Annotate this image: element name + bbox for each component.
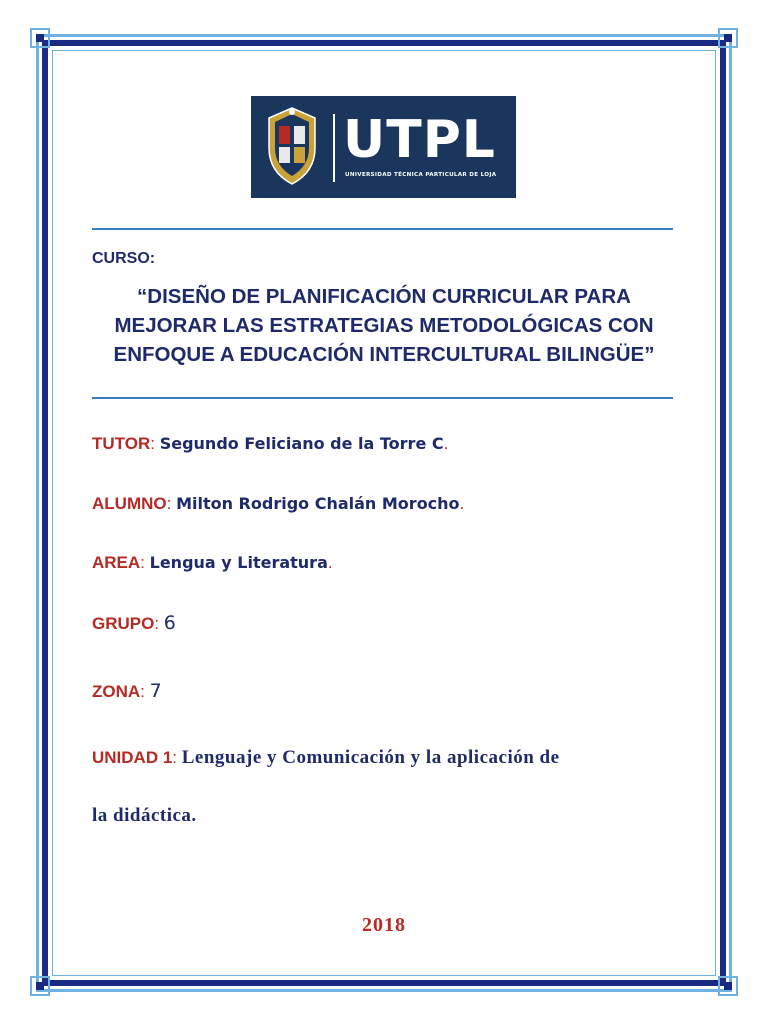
student-label: ALUMNO [92, 494, 167, 513]
zone-field [92, 680, 162, 702]
unit-field [92, 747, 560, 769]
corner-ornament-icon [29, 27, 51, 49]
unit-label: UNIDAD 1 [92, 748, 173, 767]
tutor-separator: : [150, 434, 160, 453]
zone-separator: : [140, 682, 150, 701]
tutor-end: . [443, 434, 449, 453]
course-label: CURSO: [92, 250, 156, 267]
student-field [92, 494, 464, 514]
unit-separator: : [172, 748, 182, 767]
corner-ornament-icon [717, 27, 739, 49]
student-separator: : [166, 494, 177, 513]
corner-ornament-icon [717, 975, 739, 997]
student-end: . [459, 494, 465, 513]
university-seal-icon [263, 104, 321, 188]
course-title-line: MEJORAR LAS ESTRATEGIAS METODOLÓGICAS CON [114, 314, 654, 337]
tutor-label: TUTOR [92, 434, 151, 453]
group-label: GRUPO [92, 614, 155, 633]
year: 2018 [362, 914, 406, 936]
zone-value: 7 [149, 680, 162, 702]
divider-line [92, 397, 673, 399]
tutor-value: Segundo Feliciano de la Torre C [159, 434, 444, 453]
tutor-field [92, 434, 448, 454]
area-field [92, 553, 333, 573]
divider-line [92, 228, 673, 230]
unit-value: Lenguaje y Comunicación y la aplicación de [181, 747, 560, 768]
unit-value-continued: la didáctica. [92, 805, 197, 826]
course-title-line: ENFOQUE A EDUCACIÓN INTERCULTURAL BILINGÜE” [113, 343, 655, 366]
area-label: AREA [92, 553, 141, 572]
course-title [92, 282, 676, 369]
utpl-logo [251, 96, 516, 198]
group-field [92, 612, 176, 634]
logo-subtitle: UNIVERSIDAD TÉCNICA PARTICULAR DE LOJA [345, 172, 497, 178]
logo-divider [333, 114, 335, 182]
course-title-line: “DISEÑO DE PLANIFICACIÓN CURRICULAR PARA [137, 285, 631, 308]
corner-ornament-icon [29, 975, 51, 997]
zone-label: ZONA [92, 682, 141, 701]
area-separator: : [140, 553, 150, 572]
group-separator: : [154, 614, 164, 633]
logo-wordmark: UTPL [343, 110, 496, 170]
area-value: Lengua y Literatura [149, 553, 328, 572]
group-value: 6 [163, 612, 176, 634]
area-end: . [327, 553, 333, 572]
student-value: Milton Rodrigo Chalán Morocho [176, 494, 460, 513]
